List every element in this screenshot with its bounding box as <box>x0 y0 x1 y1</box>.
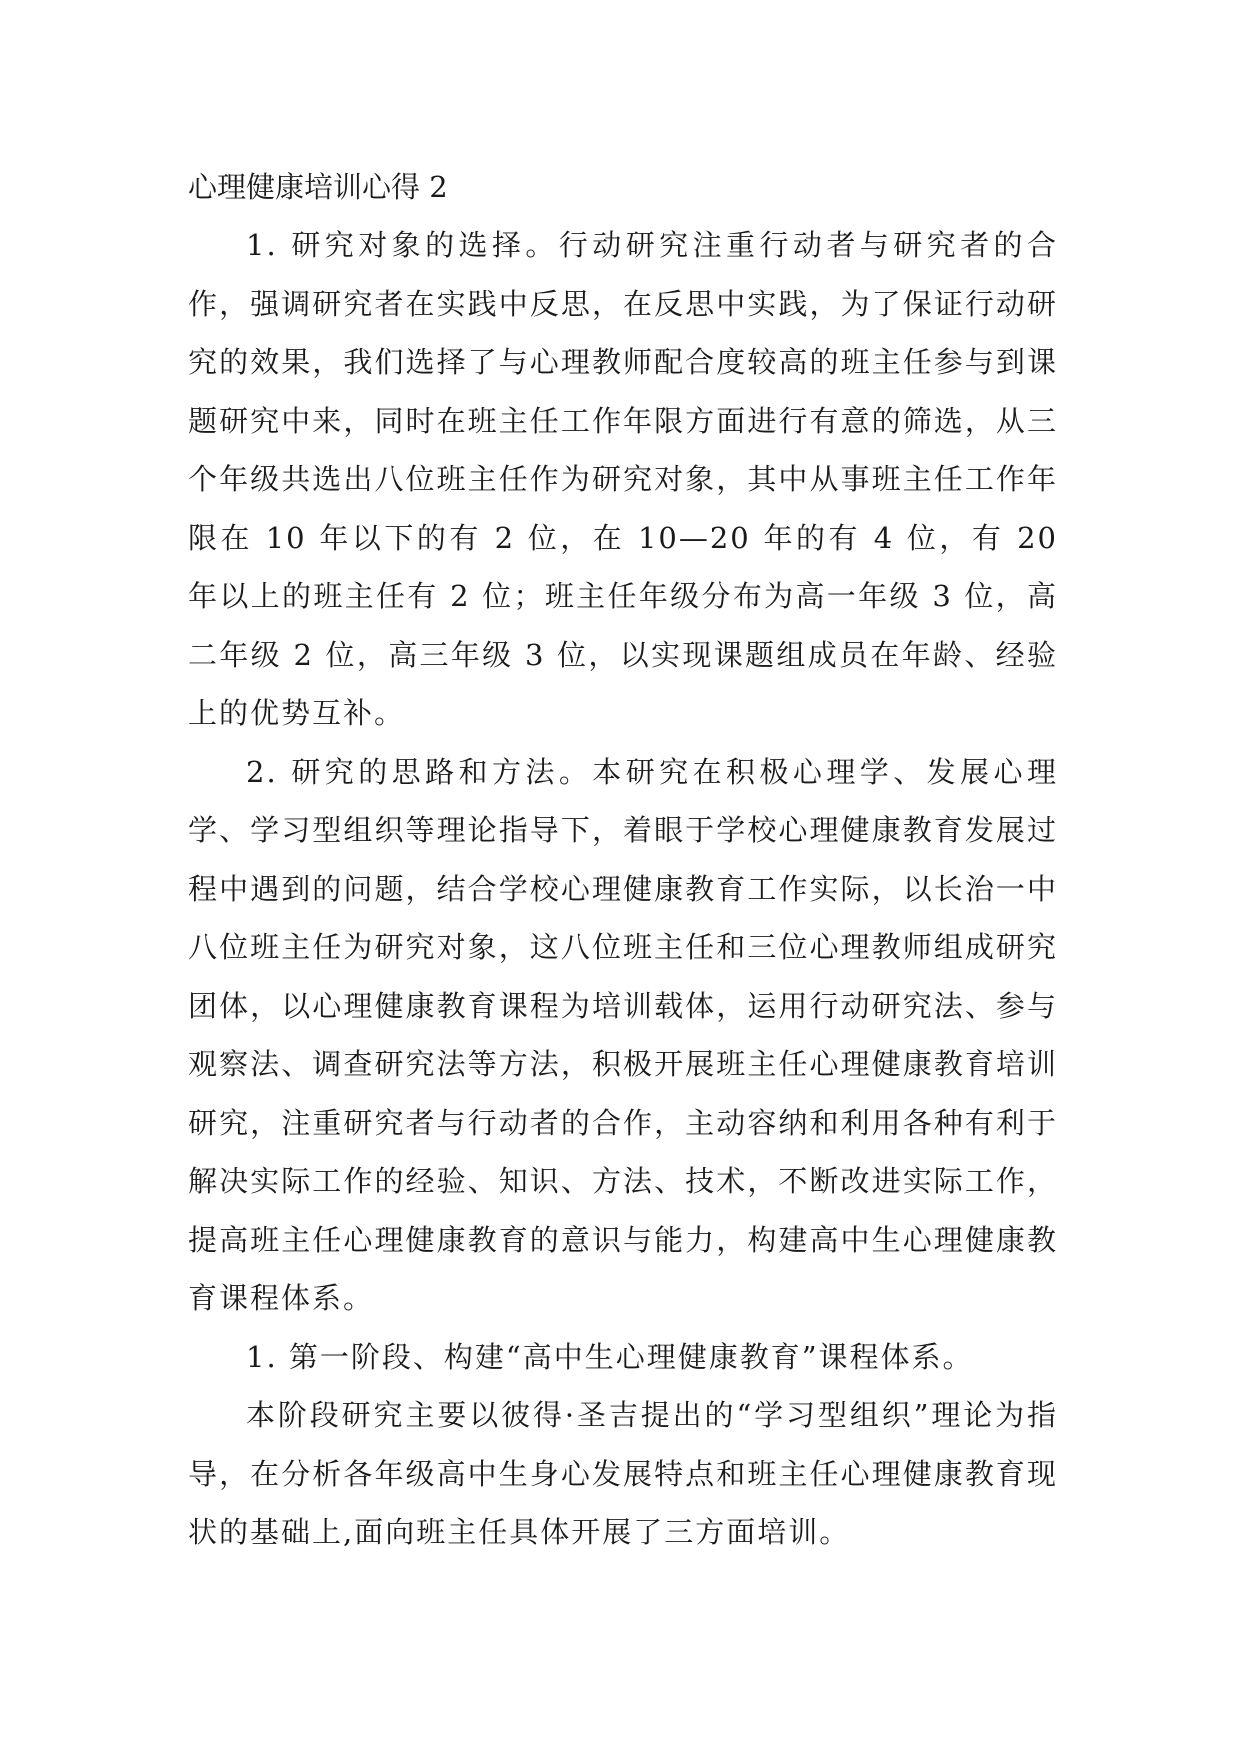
paragraph-research-methods: 2. 研究的思路和方法。本研究在积极心理学、发展心理学、学习型组织等理论指导下，着眼于学校心理健康教育发展过程中遇到的问题，结合学校心理健康教育工作实际，以长治一中八位班主任为研究对象，这八位班主任和三位心理教师组成研究团体，以心理健康教育课程为培训载体，运用行动研究法、参与观察法、调查研究法等方法，积极开展班主任心理健康教育培训研究，注重研究者与行动者的合作，主动容纳和利用各种有利于解决实际工作的经验、知识、方法、技术，不断改进实际工作，提高班主任心理健康教育的意识与能力，构建高中生心理健康教育课程体系。 <box>188 754 1058 1315</box>
paragraph-research-subjects: 1. 研究对象的选择。行动研究注重行动者与研究者的合作，强调研究者在实践中反思，在反思中实践，为了保证行动研究的效果，我们选择了与心理教师配合度较高的班主任参与到课题研究中来，同时在班主任工作年限方面进行有意的筛选，从三个年级共选出八位班主任作为研究对象，其中从事班主任工作年限在 10 年以下的有 2 位，在 10—20 年的有 4 位，有 20 年以上的班主任有 2 位；班主任年级分布为高一年级 3 位，高二年级 2 位，高三年级 3 位，以实现课题组成员在年龄、经验上的优势互补。 <box>188 228 1058 730</box>
paragraph-stage-one-heading: 1. 第一阶段、构建“高中生心理健康教育”课程体系。 <box>246 1339 974 1374</box>
document-body <box>188 158 1058 1562</box>
document-title: 心理健康培训心得 2 <box>188 170 448 204</box>
paragraph-stage-one-body: 本阶段研究主要以彼得·圣吉提出的“学习型组织”理论为指导，在分析各年级高中生身心发展特点和班主任心理健康教育现状的基础上,面向班主任具体开展了三方面培训。 <box>188 1398 1058 1549</box>
